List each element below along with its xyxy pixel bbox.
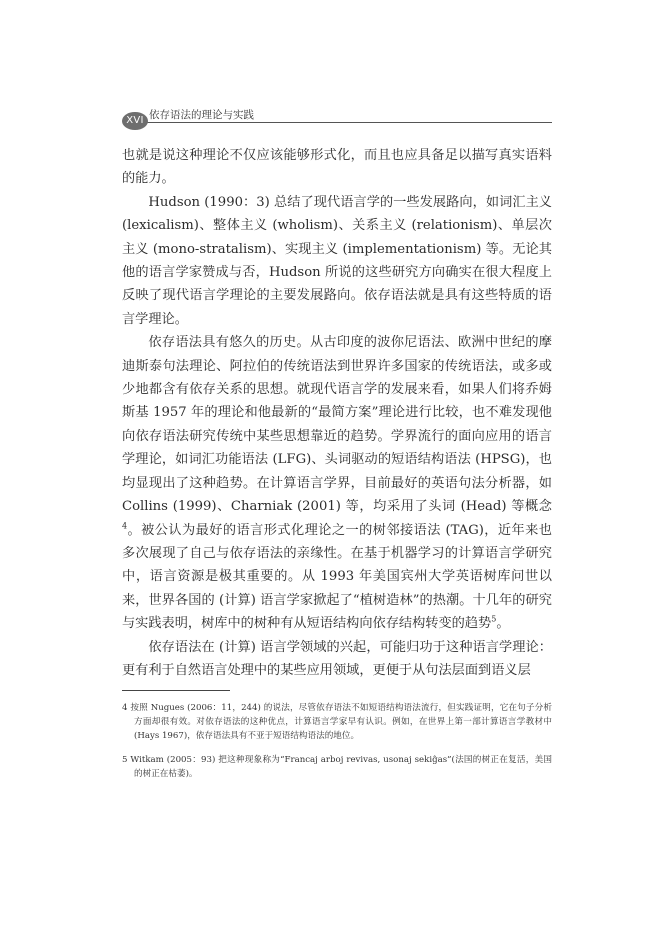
footnote-5: 5 Witkam (2005：93) 把这种现象称为“Francaj arboj revivas, usonaj sekiĝas”(法国的树正在复活，美国的树正在枯萎)。 [122,754,552,779]
header-rule [142,122,552,123]
paragraph-2: Hudson (1990：3) 总结了现代语言学的一些发展路向，如词汇主义 (lexicalism)、整体主义 (wholism)、关系主义 (relationism)、单层次主义 (mono-stratalism)、实现主义 (implementationism) 等。无论其他的语言学家赞成与否，Hudson 所说的这些研究方向确实在很大程度上反映了现代语言学理论的主要发展路向。依存语法就是具有这些特质的语言学理论。 [122,194,552,327]
running-title: 依存语法的理论与实践 [149,109,254,121]
footnote-rule [122,690,230,691]
footnote-4: 4 按照 Nugues (2006：11，244) 的说法，尽管依存语法不如短语结构语法流行，但实践证明，它在句子分析方面却很有效。对依存语法的这种优点，计算语言学家早有认识。例如，在世界上第一部计算语言学教材中 (Hays 1967)，依存语法具有不亚于短语结构语法的地位。 [122,703,552,742]
paragraph-3-text-c: 。 [496,616,510,632]
footnote-ref-4[interactable]: 4 [122,521,128,531]
footnote-ref-5[interactable]: 5 [491,614,497,624]
paragraph-3 [122,331,552,635]
paragraph-3-text-a: 依存语法具有悠久的历史。从古印度的波你尼语法、欧洲中世纪的摩迪斯泰句法理论、阿拉伯的传统语法到世界许多国家的传统语法，或多或少地都含有依存关系的思想。就现代语言学的发展来看，如果人们将乔姆斯基 1957 年的理论和他最新的“最简方案”理论进行比较，也不难发现他向依存语法研究传统中某些思想靠近的趋势。学界流行的面向应用的语言学理论，如词汇功能语法 (LFG)、头词驱动的短语结构语法 (HPSG)，也均显现出了这种趋势。在计算语言学界，目前最好的英语句法分析器，如 Collins (1999)、Charniak (2001) 等，均采用了头词 (Head) 等概念 [122,335,552,515]
page-number-badge: XVI [122,112,148,130]
footnotes [122,701,552,790]
paragraph-4: 依存语法在 (计算) 语言学领域的兴起，可能归功于这种语言学理论：更有利于自然语言处理中的某些应用领域，更便于从句法层面到语义层 [122,639,552,678]
running-header [122,104,552,132]
paragraph-1: 也就是说这种理论不仅应该能够形式化，而且也应具备足以描写真实语料的能力。 [122,148,552,187]
body-text [122,144,552,682]
paragraph-3-text-b: 。被公认为最好的语言形式化理论之一的树邻接语法 (TAG)，近年来也多次展现了自己与依存语法的亲缘性。在基于机器学习的计算语言学研究中，语言资源是极其重要的。从 1993 年美国宾州大学英语树库问世以来，世界各国的 (计算) 语言学家掀起了“植树造林”的热潮。十几年的研究与实践表明，树库中的树种有从短语结构向依存结构转变的趋势 [122,522,552,632]
